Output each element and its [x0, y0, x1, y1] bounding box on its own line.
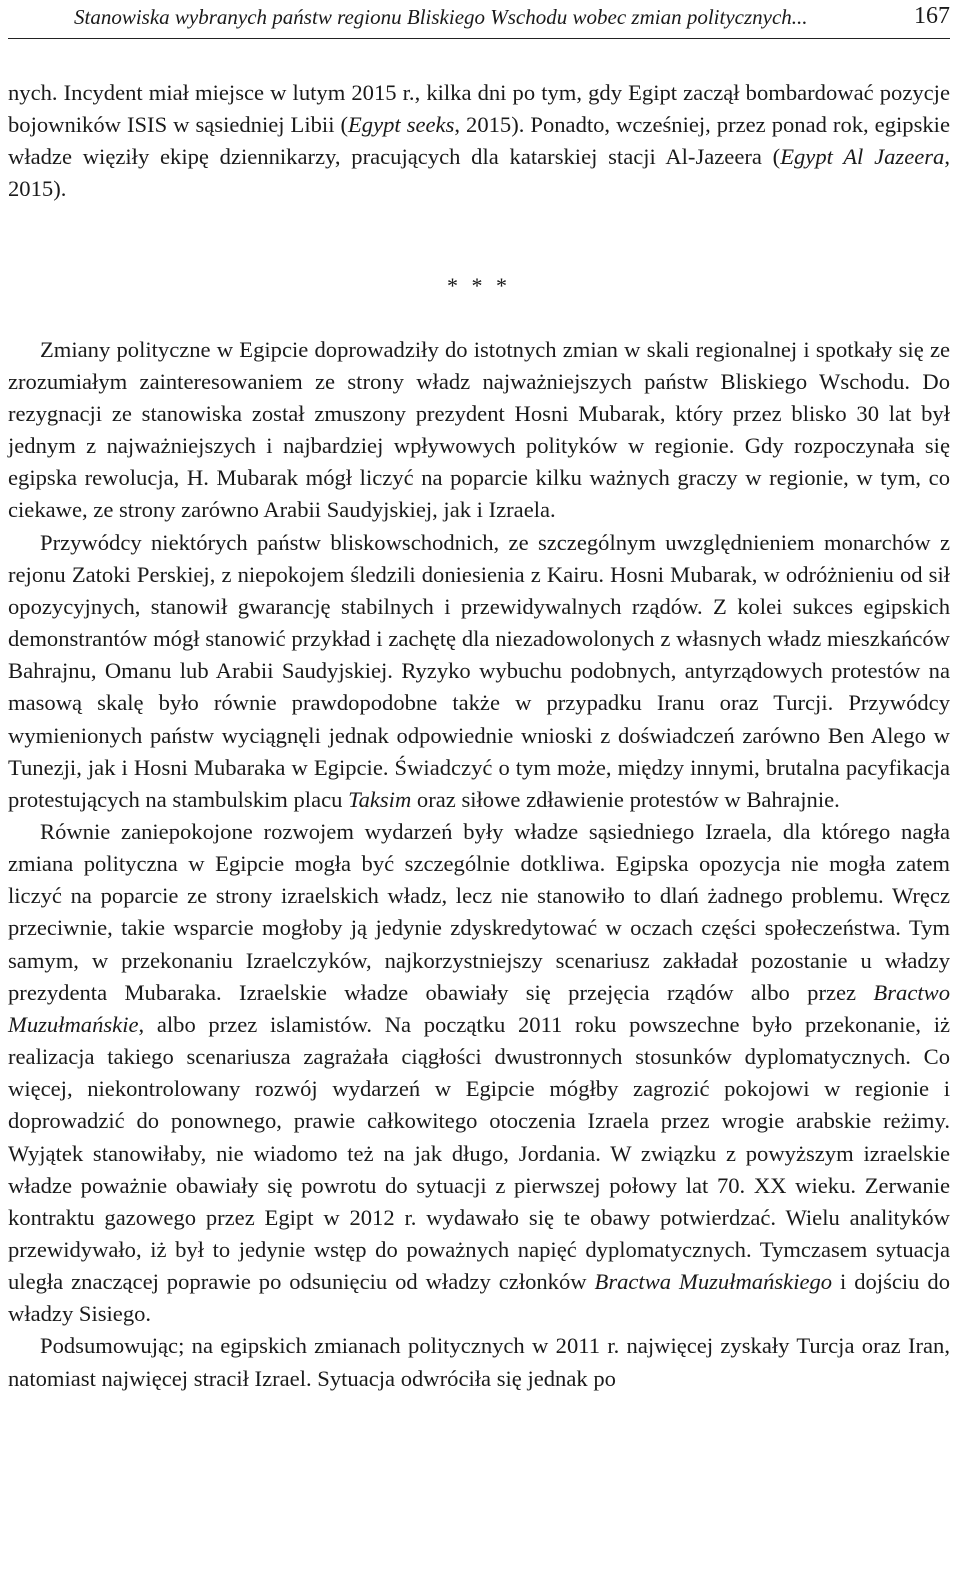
- paragraph: Podsumowując; na egipskich zmianach politycznych w 2011 r. najwięcej zyskały Turcja oraz Iran, natomiast najwięcej stracił Izrael. Sytuacja odwróciła się jednak po: [8, 1333, 950, 1391]
- citation-italic: Egypt seeks: [348, 112, 455, 138]
- text-run: oraz siłowe zdławienie protestów w Bahrajnie.: [411, 786, 840, 812]
- paragraph-continued: [8, 77, 950, 206]
- running-head: Stanowiska wybranych państw regionu Bliskiego Wschodu wobec zmian politycznych...: [74, 5, 808, 29]
- text-run: , 2015).: [8, 144, 950, 202]
- text-run: , 2015). Ponadto, wcześniej, przez ponad rok, egipskie władze więziły ekipę dziennikarzy, pracujących dla katarskiej stacji Al-Jazeera (: [8, 112, 950, 170]
- italic-term: Taksim: [348, 786, 412, 812]
- paragraph: Zmiany polityczne w Egipcie doprowadziły do istotnych zmian w skali regionalnej i spotkały się ze zrozumiałym zainteresowaniem ze strony władz najważniejszych państw Bliskiego Wschodu. Do rezygnacji ze stanowiska został zmuszony prezydent Hosni Mubarak, który przez blisko 30 lat był jednym z najważniejszych i najbardziej wpływowych polityków w regionie. Gdy rozpoczynała się egipska rewolucja, H. Mubarak mógł liczyć na poparcie kilku ważnych graczy w regionie, w tym, co ciekawe, ze strony zarówno Arabii Saudyjskiej, jak i Izraela.: [8, 336, 950, 523]
- section-separator: * * *: [447, 272, 511, 298]
- text-run: i dojściu do władzy Sisiego.: [8, 1269, 950, 1327]
- italic-term: Bractwa Muzułmańskiego: [594, 1269, 833, 1295]
- text-run: Przywódcy niektórych państw bliskowschodnich, ze szczególnym uwzględnieniem monarchów z rejonu Zatoki Perskiej, z niepokojem śledzili doniesienia z Kairu. Hosni Mubarak, w odróżnieniu od sił opozycyjnych, stanowił gwarancję stabilnych i przewidywalnych rządów. Z kolei sukces egipskich demonstrantów mógł stanowić przykład i zachętę dla niezadowolonych z własnych władz mieszkańców Bahrajnu, Omanu lub Arabii Saudyjskiej. Ryzyko wybuchu podobnych, antyrządowych protestów na masową skalę było równie prawdopodobne także w przypadku Iranu oraz Turcji. Przywódcy wymienionych państw wyciągnęli jednak odpowiednie wnioski z doświadczeń zarówno Ben Alego w Tunezji, jak i Hosni Mubaraka w Egipcie. Świadczyć o tym może, między innymi, brutalna pacyfikacja protestujących na stambulskim placu: [8, 529, 950, 812]
- body-text: [8, 77, 950, 1395]
- paragraph: [8, 816, 950, 1331]
- citation-italic: Egypt Al Jazeera: [780, 144, 945, 170]
- page-header: [8, 4, 950, 39]
- paragraph: [8, 527, 950, 816]
- page-number: 167: [914, 3, 950, 29]
- text-run: nych. Incydent miał miejsce w lutym 2015 r., kilka dni po tym, gdy Egipt zaczął bombardować pozycje bojowników ISIS w sąsiedniej Libii (: [8, 80, 950, 138]
- text-run: , albo przez islamistów. Na początku 2011 roku powszechne było przekonanie, iż realizacja takiego scenariusza zagrażała ciągłości dwustronnych stosunków dyplomatycznych. Co więcej, niekontrolowany rozwój wydarzeń w Egipcie mógłby zagrozić pokojowi w regionie i doprowadzić do ponownego, prawie całkowitego otoczenia Izraela przez wrogie arabskie reżimy. Wyjątek stanowiłaby, nie wiadomo też na jak długo, Jordania. W związku z powyższym izraelskie władze poważnie obawiały się powrotu do sytuacji z pierwszej połowy lat 70. XX wieku. Zerwanie kontraktu gazowego przez Egipt w 2012 r. wydawało się te obawy potwierdzać. Wielu analityków przewidywało, iż był to jedynie wstęp do poważnych napięć dyplomatycznych. Tymczasem sytuacja uległa znaczącej poprawie po odsunięciu od władzy członków: [8, 1011, 950, 1295]
- italic-term: Bractwo Muzułmańskie: [8, 979, 950, 1037]
- text-run: Równie zaniepokojone rozwojem wydarzeń były władze sąsiedniego Izraela, dla którego nagła zmiana polityczna w Egipcie mogła być szczególnie dotkliwa. Egipska opozycja nie mogła zatem liczyć na poparcie ze strony izraelskich władz, lecz nie stanowiło to dlań żadnego problemu. Wręcz przeciwnie, takie wsparcie mogłoby ją jedynie zdyskredytować w oczach części społeczeństwa. Tym samym, w przekonaniu Izraelczyków, najkorzystniejszy scenariusz zakładał pozostanie u władzy prezydenta Mubaraka. Izraelskie władze obawiały się przejęcia rządów albo przez: [8, 818, 950, 1005]
